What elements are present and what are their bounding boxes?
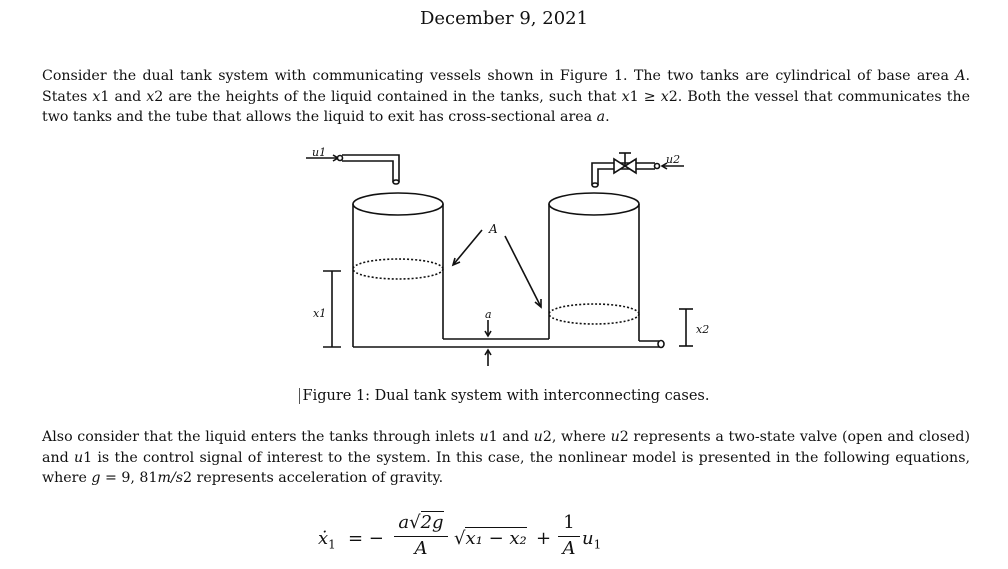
label-x2: x2 xyxy=(696,323,710,336)
eq-num-root: 2g xyxy=(420,512,444,533)
equation-x1-dot xyxy=(318,510,638,569)
eq-numerator-2: 1 xyxy=(563,512,575,533)
label-x1: x1 xyxy=(313,307,327,320)
text: represents a two-state valve (open and closed) and xyxy=(42,429,971,466)
math-x: x xyxy=(92,88,101,105)
tank1-top xyxy=(353,193,443,215)
math-num: 1 xyxy=(629,88,639,105)
math-num: 2 xyxy=(154,88,164,105)
math-num: 2 xyxy=(542,429,552,445)
text: Also consider that the liquid enters the tanks through inlets xyxy=(42,429,480,445)
tank2-liquid-level xyxy=(549,304,639,324)
math-x: x xyxy=(660,88,669,105)
text: is the control signal of interest to the system. In this case, the nonlinear model is presented in the following equations, where xyxy=(42,449,970,486)
eq-plus: + xyxy=(536,528,552,549)
text: = 9, 81 xyxy=(100,470,158,486)
text: and xyxy=(497,429,534,445)
text: are the heights of the liquid contained in the tanks, such that xyxy=(163,88,622,105)
eq-lhs-sub: 1 xyxy=(328,537,336,552)
math-u: u xyxy=(533,429,543,445)
text: and xyxy=(109,88,147,105)
text: . xyxy=(605,109,610,125)
text: . States xyxy=(42,68,970,105)
math-x: x xyxy=(146,88,155,105)
tank2-top xyxy=(549,193,639,215)
u2-pipe-mouth xyxy=(592,183,598,187)
eq-denominator-2: A xyxy=(558,536,580,561)
math-u: u xyxy=(610,429,620,445)
text: . Both the vessel that communicates the two tanks and the tube that allows the liquid to exit has cross-sectional area xyxy=(42,88,970,125)
label-u2: u2 xyxy=(666,153,681,166)
eq-u: u xyxy=(582,528,594,549)
eq-lhs xyxy=(318,528,336,552)
eq-u-term xyxy=(582,528,601,552)
paragraph-system-description xyxy=(42,66,970,128)
u1-pipe-inner xyxy=(342,161,393,182)
math-num: 2 xyxy=(668,88,678,105)
math-num: 2 xyxy=(183,470,193,486)
eq-numerator-1 xyxy=(394,510,448,536)
eq-num-a: a xyxy=(398,512,410,533)
eq-denominator-1: A xyxy=(394,536,448,561)
label-u1: u1 xyxy=(312,146,327,159)
A-arrow-right xyxy=(505,236,541,307)
eq-u-sub: 1 xyxy=(593,537,602,552)
A-arrow-left xyxy=(453,230,482,265)
sqrt-icon: √ xyxy=(409,512,421,533)
tank1-liquid-level xyxy=(353,259,443,279)
math-geq: ≥ xyxy=(638,88,661,105)
sqrt-icon: √ xyxy=(454,528,466,549)
label-a: a xyxy=(485,308,492,321)
math-num: 1 xyxy=(488,429,498,445)
outlet-mouth xyxy=(658,341,664,348)
math-A: A xyxy=(955,68,966,84)
u1-pipe-outer xyxy=(342,155,399,182)
eq-lhs-symbol: ẋ xyxy=(318,528,329,549)
eq-sqrt-body: x₁ − x₂ xyxy=(465,528,527,549)
math-u: u xyxy=(479,429,489,445)
math-x: x xyxy=(621,88,630,105)
eq-fraction-2 xyxy=(558,510,580,561)
u1-inlet-port xyxy=(338,156,343,161)
u2-inlet-port xyxy=(655,164,660,169)
label-A: A xyxy=(489,222,498,236)
math-num: 2 xyxy=(619,429,629,445)
paragraph-model-description xyxy=(42,427,970,489)
eq-fraction-1 xyxy=(394,510,448,561)
dual-tank-figure xyxy=(300,140,720,370)
text: represents acceleration of gravity. xyxy=(192,470,444,486)
math-u: u xyxy=(73,449,84,466)
document-date: December 9, 2021 xyxy=(419,8,589,29)
u2-pipe-inner xyxy=(598,169,655,185)
math-num: 1 xyxy=(100,88,110,105)
math-num: 1 xyxy=(83,449,93,466)
math-g: g xyxy=(91,470,101,486)
u1-pipe-mouth xyxy=(393,180,399,184)
figure-caption xyxy=(0,386,1008,406)
math-a: a xyxy=(596,109,606,125)
caption-text: Figure 1: Dual tank system with interconnecting cases. xyxy=(299,388,710,404)
text: , where xyxy=(551,429,611,445)
eq-sqrt-term xyxy=(454,528,527,549)
math-unit: m/s xyxy=(157,470,183,486)
eq-equals-minus: = − xyxy=(348,528,384,549)
text: Consider the dual tank system with communicating vessels shown in Figure 1. The two tanks are cylindrical of base area xyxy=(42,68,956,84)
